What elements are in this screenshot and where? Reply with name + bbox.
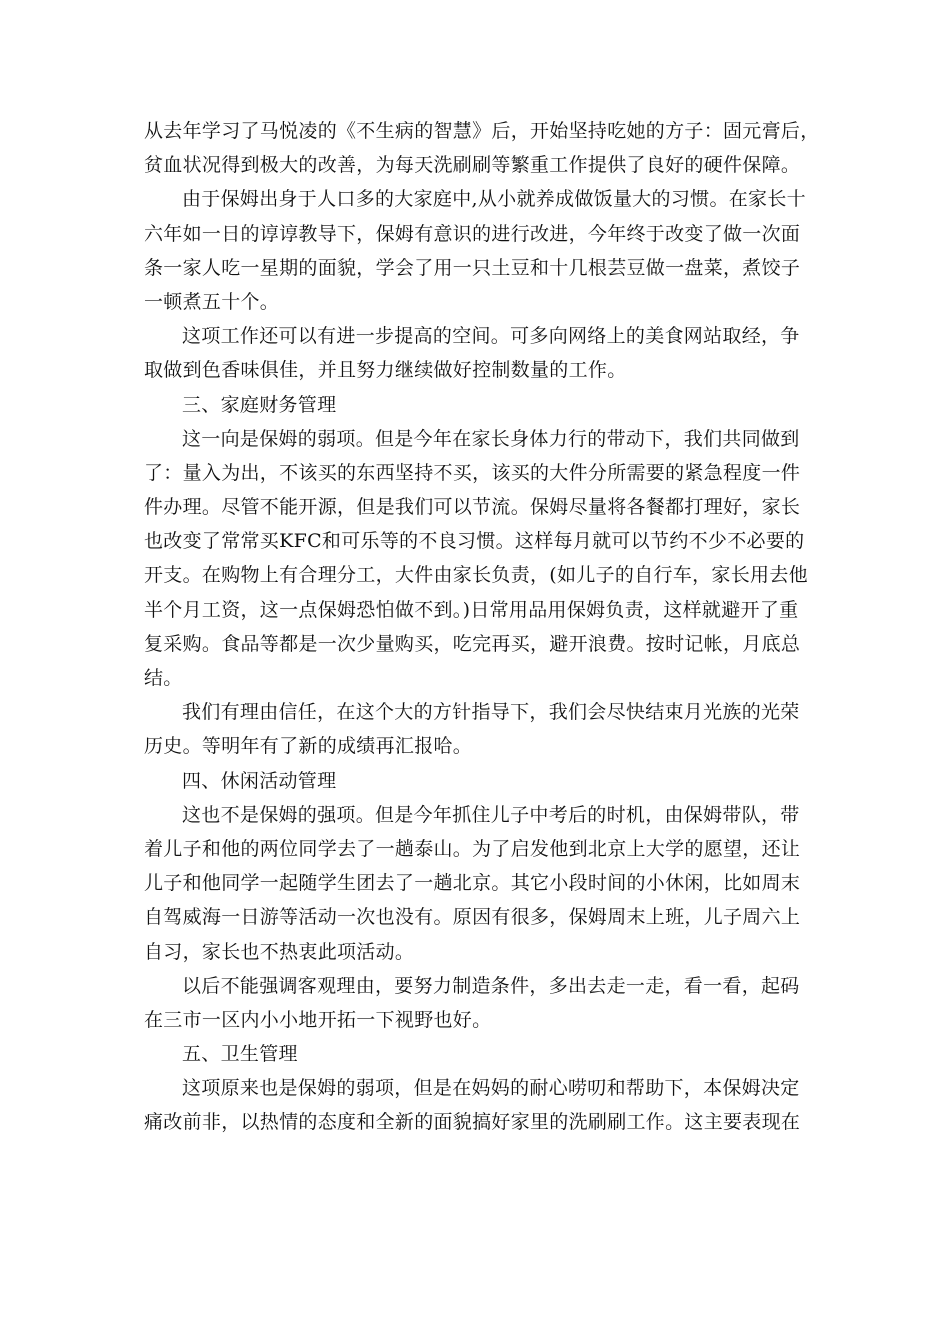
document-body — [144, 114, 820, 1140]
text-line: 复采购。食品等都是一次少量购买，吃完再买，避开浪费。按时记帐，月底总 — [144, 632, 801, 655]
text-line: 贫血状况得到极大的改善，为每天洗刷刷等繁重工作提供了良好的硬件保障。 — [144, 154, 801, 177]
text-line: 四、休闲活动管理 — [182, 769, 337, 792]
text-line: 结。 — [144, 667, 183, 689]
text-line: 自驾威海一日游等活动一次也没有。原因有很多，保姆周末上班，儿子周六上 — [144, 906, 801, 929]
text-line: 痛改前非，以热情的态度和全新的面貌搞好家里的洗刷刷工作。这主要表现在 — [144, 1111, 801, 1134]
text-line: 取做到色香味俱佳，并且努力继续做好控制数量的工作。 — [144, 359, 627, 382]
text-line: 我们有理由信任，在这个大的方针指导下，我们会尽快结束月光族的光荣 — [182, 701, 800, 724]
text-line: 条一家人吃一星期的面貌，学会了用一只土豆和十几根芸豆做一盘菜，煮饺子 — [144, 256, 801, 279]
text-line: 从去年学习了马悦凌的《不生病的智慧》后，开始坚持吃她的方子：固元膏后， — [144, 120, 820, 142]
text-line: 五、卫生管理 — [182, 1043, 298, 1066]
text-line: 历史。等明年有了新的成绩再汇报哈。 — [144, 735, 473, 758]
text-line: 三、家庭财务管理 — [182, 393, 337, 416]
text-line: 这一向是保姆的弱项。但是今年在家长身体力行的带动下，我们共同做到 — [182, 427, 800, 450]
text-line: 在三市一区内小小地开拓一下视野也好。 — [144, 1008, 492, 1031]
text-line: 半个月工资，这一点保姆恐怕做不到。)日常用品用保姆负责，这样就避开了重 — [144, 598, 799, 621]
text-line: 着儿子和他的两位同学去了一趟泰山。为了启发他到北京上大学的愿望，还让 — [144, 837, 801, 860]
text-line: 儿子和他同学一起随学生团去了一趟北京。其它小段时间的小休闲，比如周末 — [144, 872, 801, 895]
text-line: 以后不能强调客观理由，要努力制造条件，多出去走一走，看一看，起码 — [182, 974, 800, 997]
text-line: 这项工作还可以有进一步提高的空间。可多向网络上的美食网站取经，争 — [182, 325, 800, 348]
text-line: 一顿煮五十个。 — [144, 290, 280, 313]
text-line: 六年如一日的谆谆教导下，保姆有意识的进行改进，今年终于改变了做一次面 — [144, 222, 801, 245]
text-line: 这项原来也是保姆的弱项，但是在妈妈的耐心唠叨和帮助下，本保姆决定 — [182, 1077, 800, 1100]
text-line: 开支。在购物上有合理分工，大件由家长负责，(如儿子的自行车，家长用去他 — [144, 564, 808, 587]
text-line: 了：量入为出，不该买的东西坚持不买，该买的大件分所需要的紧急程度一件 — [144, 461, 801, 484]
text-line: 这也不是保姆的强项。但是今年抓住儿子中考后的时机，由保姆带队，带 — [182, 803, 800, 826]
text-line: 自习，家长也不热衷此项活动。 — [144, 940, 415, 963]
text-line: 件办理。尽管不能开源，但是我们可以节流。保姆尽量将各餐都打理好，家长 — [144, 496, 801, 519]
text-line: 由于保姆出身于人口多的大家庭中,从小就养成做饭量大的习惯。在家长十 — [182, 188, 806, 211]
text-line: 也改变了常常买KFC和可乐等的不良习惯。这样每月就可以节约不少不必要的 — [144, 530, 805, 553]
